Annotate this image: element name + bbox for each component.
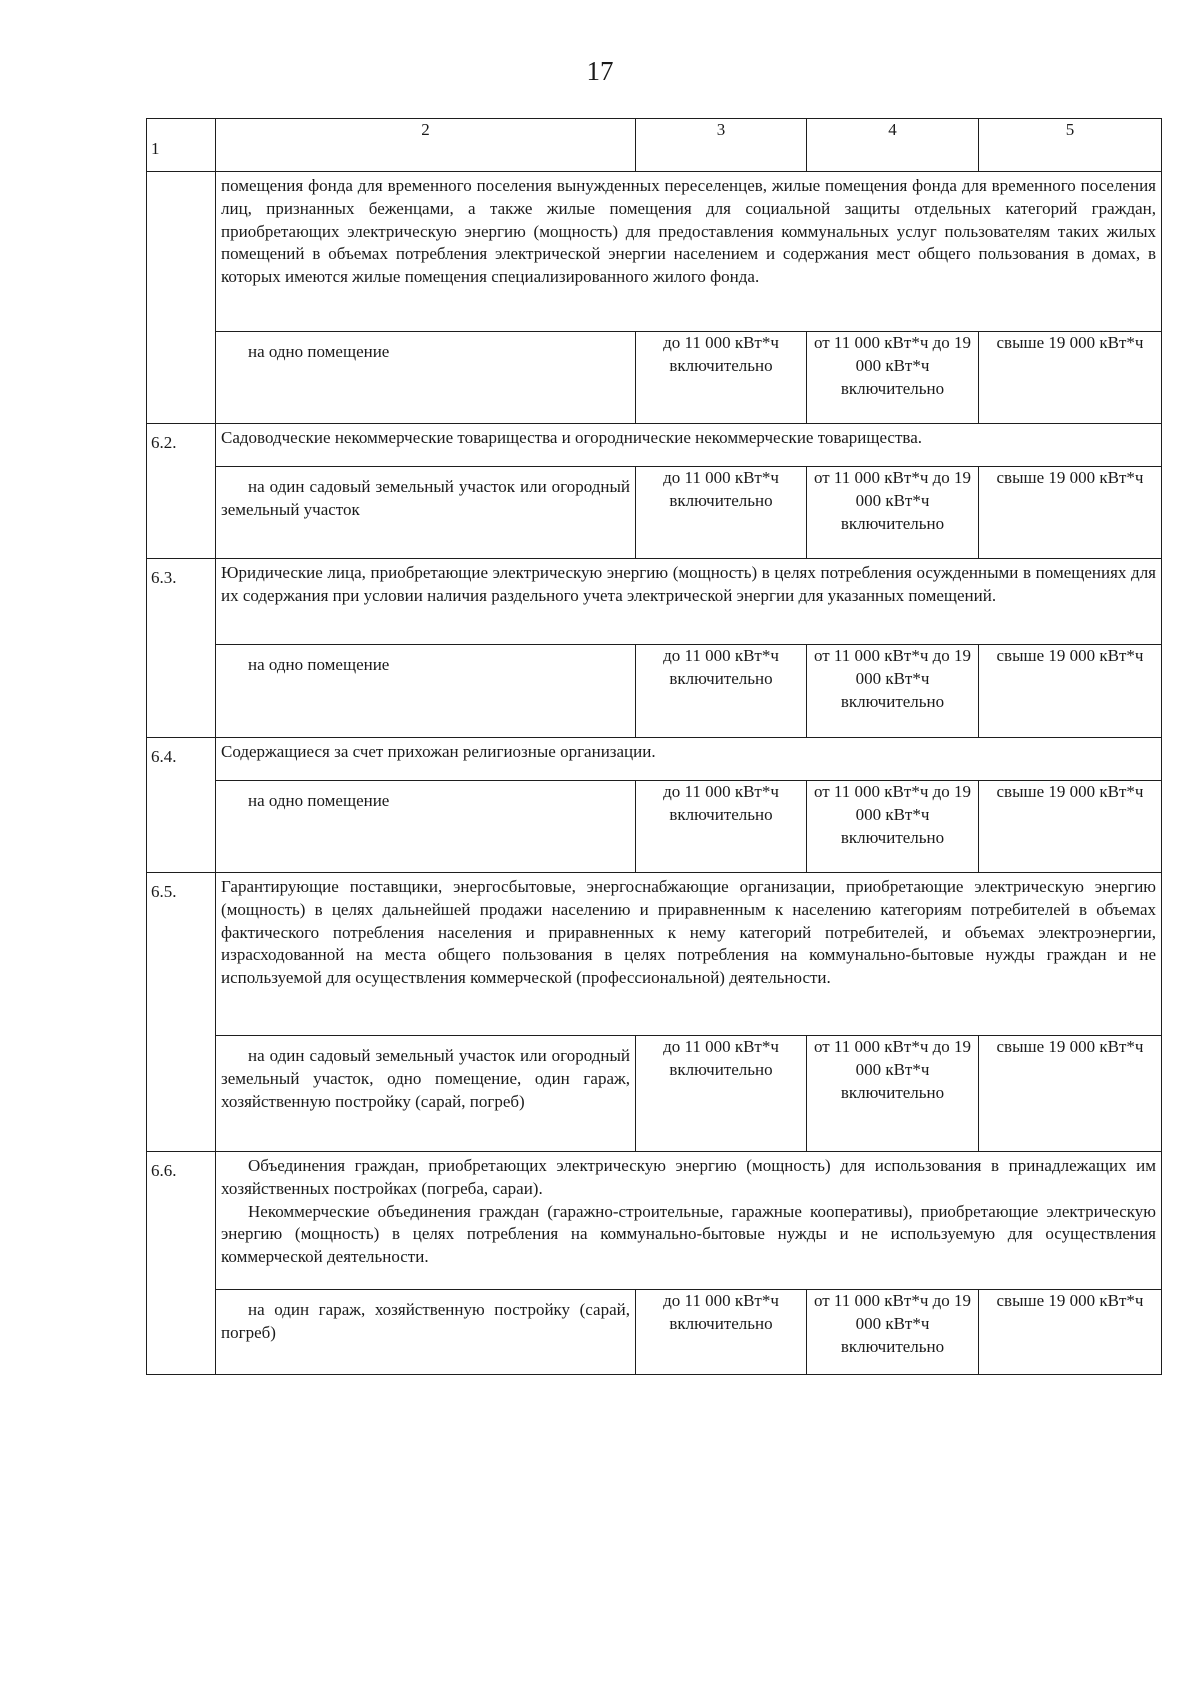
tariff-table (146, 118, 1162, 1375)
range-up-to-11000: до 11 000 кВт*ч включительно (636, 467, 807, 559)
range-up-to-11000: до 11 000 кВт*ч включительно (636, 1290, 807, 1375)
range-over-19000: свыше 19 000 кВт*ч (979, 467, 1162, 559)
range-up-to-11000: до 11 000 кВт*ч включительно (636, 1036, 807, 1152)
range-11000-19000: от 11 000 кВт*ч до 19 000 кВт*ч включительно (807, 1290, 979, 1375)
consumption-unit: на один садовый земельный участок или огородный земельный участок, одно помещение, один гараж, хозяйственную постройку (сарай, погреб) (216, 1036, 636, 1152)
section-values-row (147, 1036, 1162, 1152)
section-number: 6.5. (147, 873, 216, 1152)
description-paragraph: Юридические лица, приобретающие электрическую энергию (мощность) в целях потребления осужденными в помещениях для их содержания при условии наличия раздельного учета электрической энергии для указанных помещений. (221, 563, 1156, 605)
description-paragraph: Садоводческие некоммерческие товарищества и огороднические некоммерческие товарищества. (221, 428, 922, 447)
section-description (216, 873, 1162, 1036)
section-values-row (147, 645, 1162, 738)
section-values-row (147, 467, 1162, 559)
consumption-unit: на одно помещение (216, 781, 636, 873)
section-description (216, 559, 1162, 645)
consumption-unit: на один гараж, хозяйственную постройку (сарай, погреб) (216, 1290, 636, 1375)
section-description (216, 172, 1162, 332)
description-paragraph: Объединения граждан, приобретающих электрическую энергию (мощность) для использования в принадлежащих им хозяйственных постройках (погреба, сараи). (221, 1156, 1156, 1198)
range-11000-19000: от 11 000 кВт*ч до 19 000 кВт*ч включительно (807, 781, 979, 873)
range-up-to-11000: до 11 000 кВт*ч включительно (636, 781, 807, 873)
section-number: 6.4. (147, 738, 216, 873)
section-description (216, 424, 1162, 467)
range-11000-19000: от 11 000 кВт*ч до 19 000 кВт*ч включительно (807, 1036, 979, 1152)
range-11000-19000: от 11 000 кВт*ч до 19 000 кВт*ч включительно (807, 645, 979, 738)
range-over-19000: свыше 19 000 кВт*ч (979, 1290, 1162, 1375)
header-col-2: 2 (216, 119, 636, 172)
range-over-19000: свыше 19 000 кВт*ч (979, 645, 1162, 738)
section-number: 6.6. (147, 1152, 216, 1375)
range-up-to-11000: до 11 000 кВт*ч включительно (636, 645, 807, 738)
header-col-3: 3 (636, 119, 807, 172)
section-description (216, 1152, 1162, 1290)
header-col-5: 5 (979, 119, 1162, 172)
section-number: 6.2. (147, 424, 216, 559)
section-description-row (147, 172, 1162, 332)
section-description-row (147, 1152, 1162, 1290)
header-col-1: 1 (147, 119, 216, 172)
section-values-row (147, 332, 1162, 424)
description-paragraph: помещения фонда для временного поселения вынужденных переселенцев, жилые помещения фонда для временного поселения лиц, признанных беженцами, а также жилые помещения для социальной защиты отдельных категорий граждан, приобретающих электрическую энергию (мощность) для предоставления коммунальных услуг пользователям таких жилых помещений в объемах потребления электрической энергии населением и содержания мест общего пользования в домах, в которых имеются жилые помещения специализированного жилого фонда. (221, 176, 1156, 287)
consumption-unit: на один садовый земельный участок или огородный земельный участок (216, 467, 636, 559)
description-paragraph: Некоммерческие объединения граждан (гаражно-строительные, гаражные кооперативы), приобретающие электрическую энергию (мощность) в целях потребления на коммунально-бытовые нужды и не используемую для осуществления коммерческой деятельности. (221, 1201, 1156, 1267)
section-description-row (147, 873, 1162, 1036)
section-description-row (147, 559, 1162, 645)
range-11000-19000: от 11 000 кВт*ч до 19 000 кВт*ч включительно (807, 332, 979, 424)
section-description (216, 738, 1162, 781)
header-col-4: 4 (807, 119, 979, 172)
section-values-row (147, 781, 1162, 873)
section-description-row (147, 738, 1162, 781)
section-values-row (147, 1290, 1162, 1375)
section-number (147, 172, 216, 424)
consumption-unit: на одно помещение (216, 645, 636, 738)
range-11000-19000: от 11 000 кВт*ч до 19 000 кВт*ч включительно (807, 467, 979, 559)
page-number: 17 (586, 56, 614, 86)
section-number: 6.3. (147, 559, 216, 738)
range-up-to-11000: до 11 000 кВт*ч включительно (636, 332, 807, 424)
description-paragraph: Гарантирующие поставщики, энергосбытовые, энергоснабжающие организации, приобретающие электрическую энергию (мощность) в целях дальнейшей продажи населению и приравненным к населению категориям потребителей в объемах фактического потребления населения и приравненных к нему категорий потребителей, и объемах электроэнергии, израсходованной на места общего пользования в целях потребления на коммунально-бытовые нужды граждан и не используемой для осуществления коммерческой (профессиональной) деятельности. (221, 877, 1156, 988)
range-over-19000: свыше 19 000 кВт*ч (979, 332, 1162, 424)
description-paragraph: Содержащиеся за счет прихожан религиозные организации. (221, 742, 656, 761)
consumption-unit: на одно помещение (216, 332, 636, 424)
section-description-row (147, 424, 1162, 467)
table-header-row (147, 119, 1162, 172)
range-over-19000: свыше 19 000 кВт*ч (979, 781, 1162, 873)
range-over-19000: свыше 19 000 кВт*ч (979, 1036, 1162, 1152)
